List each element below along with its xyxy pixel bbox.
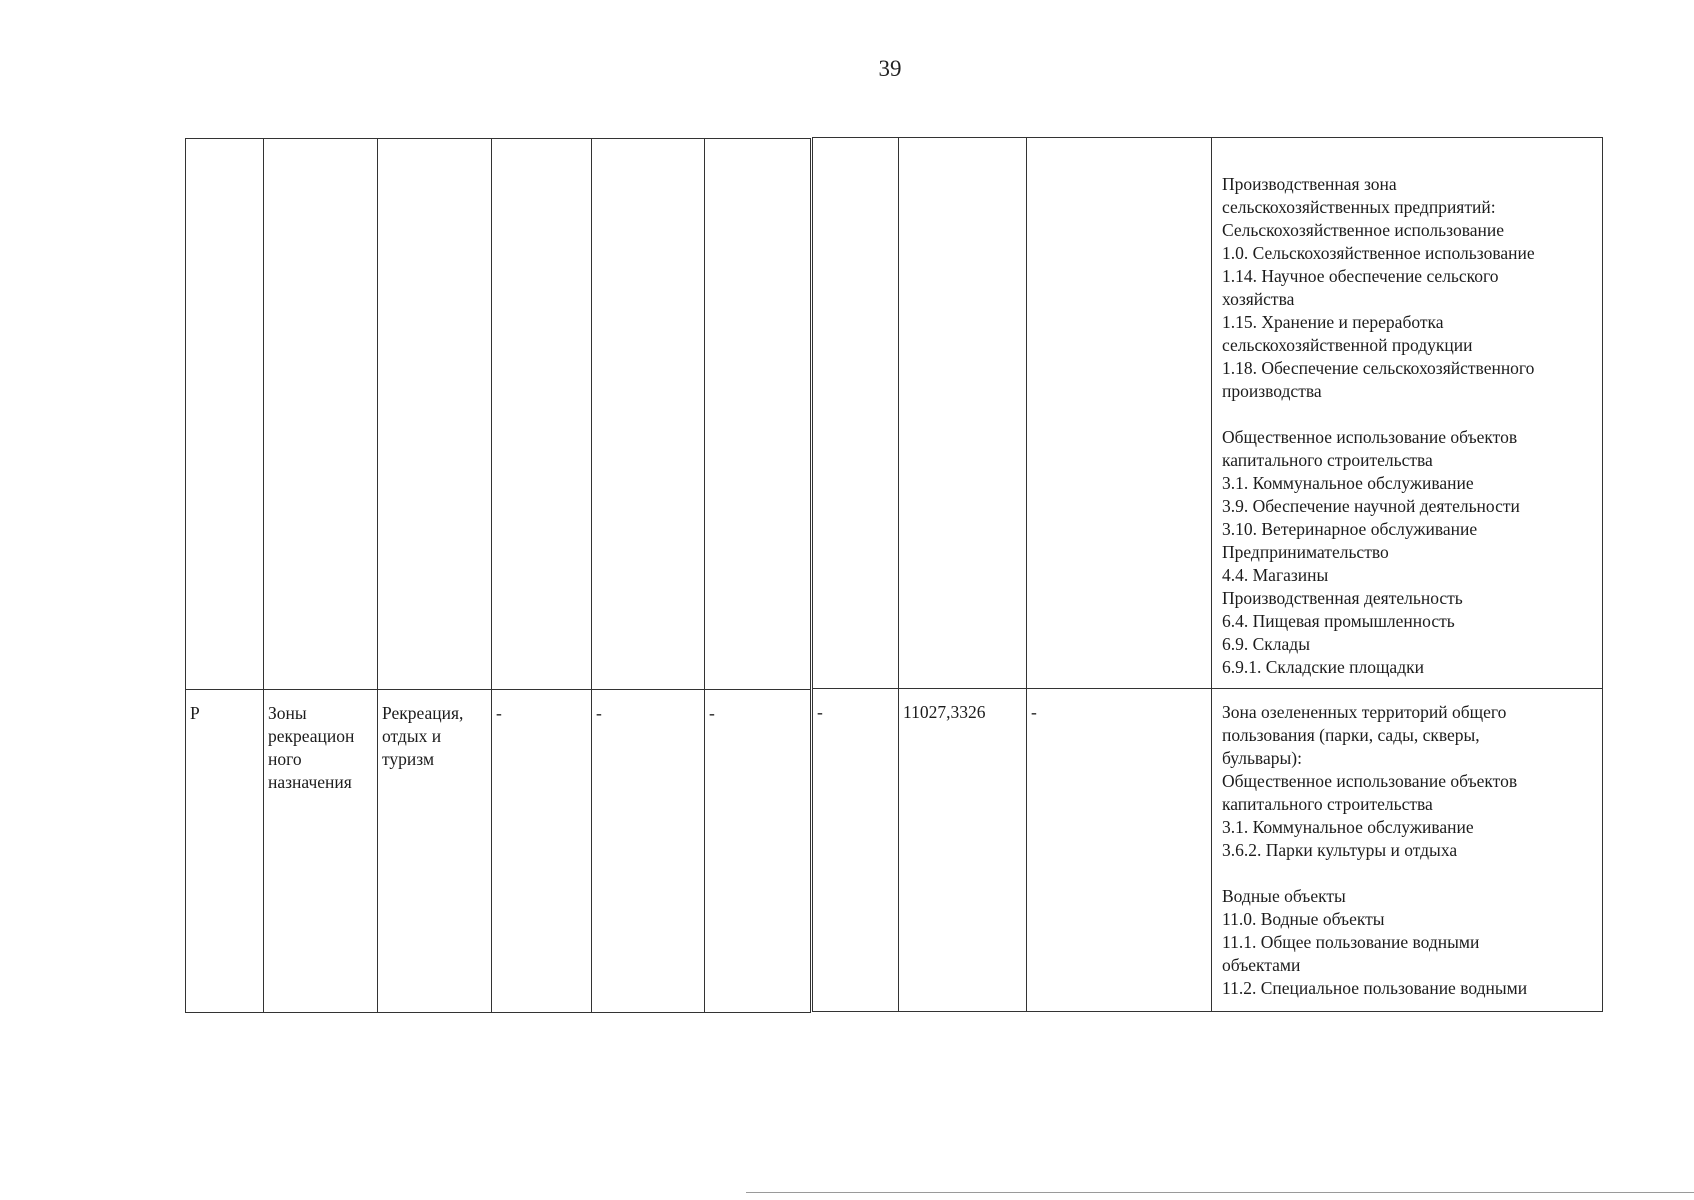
table-cell [592, 139, 705, 690]
permitted-use-item: 1.0. Сельскохозяйственное использование [1222, 243, 1535, 263]
permitted-uses-cell [1212, 689, 1603, 1012]
permitted-use-item: 3.10. Ветеринарное обслуживание [1222, 519, 1478, 539]
permitted-uses-cell [1212, 138, 1603, 689]
permitted-uses-list [1216, 138, 1598, 679]
permitted-use-item: 6.4. Пищевая промышленность [1222, 611, 1455, 631]
permitted-use-item: 1.14. Научное обеспечение сельского [1222, 266, 1499, 286]
table-cell [705, 139, 811, 690]
table-cell [1027, 138, 1212, 689]
zone-code-cell [186, 139, 264, 690]
table-row [813, 689, 1603, 1012]
permitted-use-item: Общественное использование объектов [1222, 427, 1518, 447]
permitted-use-item: 11.1. Общее пользование водными [1222, 932, 1480, 952]
zone-area-cell: 11027,3326 [899, 689, 1027, 1012]
zones-table-left [185, 138, 811, 1013]
table-cell: - [705, 690, 811, 1013]
zone-purpose-cell [378, 139, 492, 690]
permitted-use-item: капитального строительства [1222, 794, 1433, 814]
permitted-use-item: 6.9. Склады [1222, 634, 1310, 654]
permitted-use-item: Общественное использование объектов [1222, 771, 1518, 791]
permitted-use-item: Водные объекты [1222, 886, 1346, 906]
bottom-edge-line [746, 1192, 1694, 1193]
permitted-use-item: хозяйства [1222, 289, 1295, 309]
zone-code-cell: Р [186, 690, 264, 1013]
permitted-use-item: капитального строительства [1222, 450, 1433, 470]
table-cell: - [492, 690, 592, 1013]
permitted-use-item: 4.4. Магазины [1222, 565, 1329, 585]
table-cell [813, 138, 899, 689]
permitted-use-item: 3.9. Обеспечение научной деятельности [1222, 496, 1520, 516]
zone-area-cell [899, 138, 1027, 689]
list-spacer [1222, 403, 1598, 426]
permitted-use-item: Производственная деятельность [1222, 588, 1463, 608]
table-row [186, 690, 811, 1013]
permitted-use-item: 3.6.2. Парки культуры и отдыха [1222, 840, 1458, 860]
page-number: 39 [878, 56, 902, 81]
zones-table-right [812, 137, 1603, 1012]
permitted-use-item: бульвары): [1222, 748, 1302, 768]
permitted-uses-list [1216, 689, 1598, 1000]
table-cell [492, 139, 592, 690]
permitted-use-item: сельскохозяйственной продукции [1222, 335, 1473, 355]
permitted-use-item: сельскохозяйственных предприятий: [1222, 197, 1496, 217]
zone-purpose-cell: Рекреация, отдых и туризм [378, 690, 492, 1013]
zone-name-cell [264, 139, 378, 690]
list-spacer [1222, 862, 1598, 885]
permitted-use-item: Производственная зона [1222, 174, 1397, 194]
zone-name-cell: Зоны рекреацион ного назначения [264, 690, 378, 1013]
permitted-use-item: 6.9.1. Складские площадки [1222, 657, 1424, 677]
table-cell: - [813, 689, 899, 1012]
table-cell: - [1027, 689, 1212, 1012]
permitted-use-item: Зона озелененных территорий общего [1222, 702, 1507, 722]
permitted-use-item: 1.18. Обеспечение сельскохозяйственного [1222, 358, 1535, 378]
table-row [813, 138, 1603, 689]
permitted-use-item: 11.0. Водные объекты [1222, 909, 1385, 929]
permitted-use-item: Предпринимательство [1222, 542, 1389, 562]
table-row [186, 139, 811, 690]
permitted-use-item: 11.2. Специальное пользование водными [1222, 978, 1528, 998]
permitted-use-item: производства [1222, 381, 1322, 401]
permitted-use-item: 3.1. Коммунальное обслуживание [1222, 473, 1474, 493]
permitted-use-item: 1.15. Хранение и переработка [1222, 312, 1444, 332]
permitted-use-item: 3.1. Коммунальное обслуживание [1222, 817, 1474, 837]
permitted-use-item: объектами [1222, 955, 1301, 975]
permitted-use-item: пользования (парки, сады, скверы, [1222, 725, 1480, 745]
table-cell: - [592, 690, 705, 1013]
permitted-use-item: Сельскохозяйственное использование [1222, 220, 1504, 240]
